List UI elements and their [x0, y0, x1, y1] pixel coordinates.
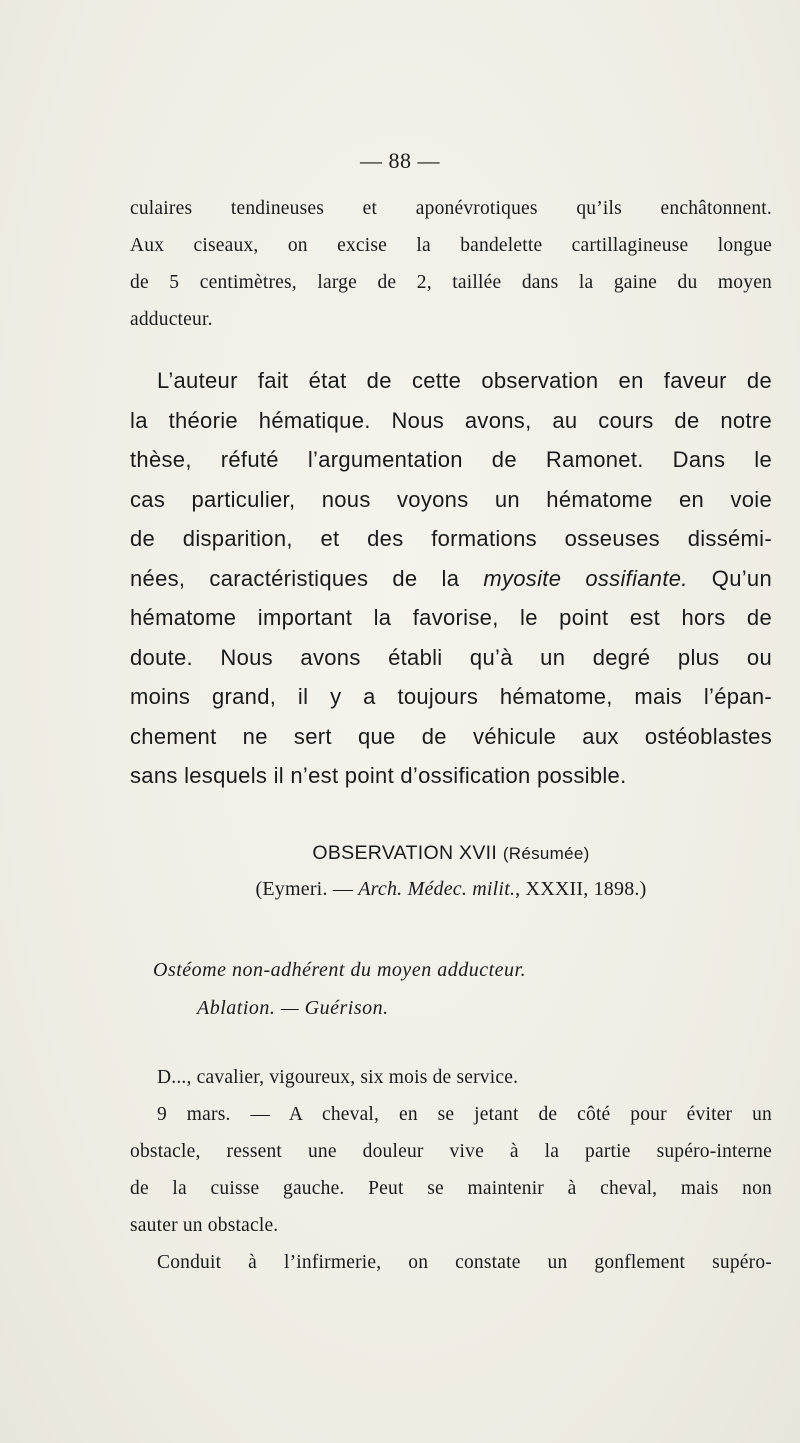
text-line: Conduit à l’infirmerie, on constate un gonflement supéro- — [157, 1252, 772, 1273]
text-line: Aux ciseaux, on excise la bandelette cartillagineuse longue — [130, 235, 772, 256]
text-line: D..., cavalier, vigoureux, six mois de service. — [157, 1067, 519, 1088]
text-line: de disparition, et des formations osseuses dissémi- — [130, 526, 772, 551]
text-line: culaires tendineuses et aponévrotiques qu’ils enchâtonnent. — [130, 198, 772, 219]
text-line — [130, 559, 772, 599]
case-title — [130, 951, 772, 1027]
case-title-line: Ostéome non-adhérent du moyen adducteur. — [153, 959, 527, 981]
text-line: L’auteur fait état de cette observation en faveur de — [157, 368, 772, 393]
reference-open: (Eymeri. — — [255, 878, 359, 900]
text-line: moins grand, il y a toujours hématome, mais l’épan- — [130, 684, 772, 709]
text-line: chement ne sert que de véhicule aux ostéoblastes — [130, 723, 772, 749]
text-line: hématome important la favorise, le point est hors de — [130, 605, 772, 630]
text-line: obstacle, ressent une douleur vive à la partie supéro-interne — [130, 1141, 772, 1162]
reference-close: , XXXII, 1898.) — [515, 878, 647, 900]
observation-title: OBSERVATION XVII — [312, 842, 498, 864]
observation-reference — [130, 871, 772, 908]
paragraph-case — [130, 1059, 772, 1281]
text-line: sauter un obstacle. — [130, 1215, 279, 1236]
text-segment: nées, caractéristiques de la — [130, 565, 484, 591]
observation-note: (Résumée) — [502, 844, 590, 863]
paragraph-continuation — [130, 190, 772, 338]
case-title-line: Ablation. — Guérison. — [197, 997, 389, 1019]
text-line: thèse, réfuté l’argumentation de Ramonet. Dans le — [130, 447, 772, 472]
reference-journal: Arch. Médec. milit. — [358, 878, 516, 900]
text-line: la théorie hématique. Nous avons, au cours de notre — [130, 407, 772, 433]
text-line: de 5 centimètres, large de 2, taillée dans la gaine du moyen — [130, 272, 772, 293]
observation-heading — [130, 842, 772, 865]
text-line: sans lesquels il n’est point d’ossification possible. — [130, 763, 627, 788]
text-line: de la cuisse gauche. Peut se maintenir à cheval, mais non — [130, 1178, 772, 1199]
text-line: adducteur. — [130, 309, 213, 330]
italic-term: myosite ossifiante. — [483, 565, 688, 591]
text-segment: Qu’un — [687, 565, 772, 591]
text-line: cas particulier, nous voyons un hématome en voie — [130, 486, 772, 512]
text-line: doute. Nous avons établi qu’à un degré plus ou — [130, 644, 772, 670]
paragraph-commentary — [130, 361, 772, 796]
page-number: — 88 — — [360, 148, 440, 173]
text-line: 9 mars. — A cheval, en se jetant de côté pour éviter un — [157, 1104, 772, 1125]
